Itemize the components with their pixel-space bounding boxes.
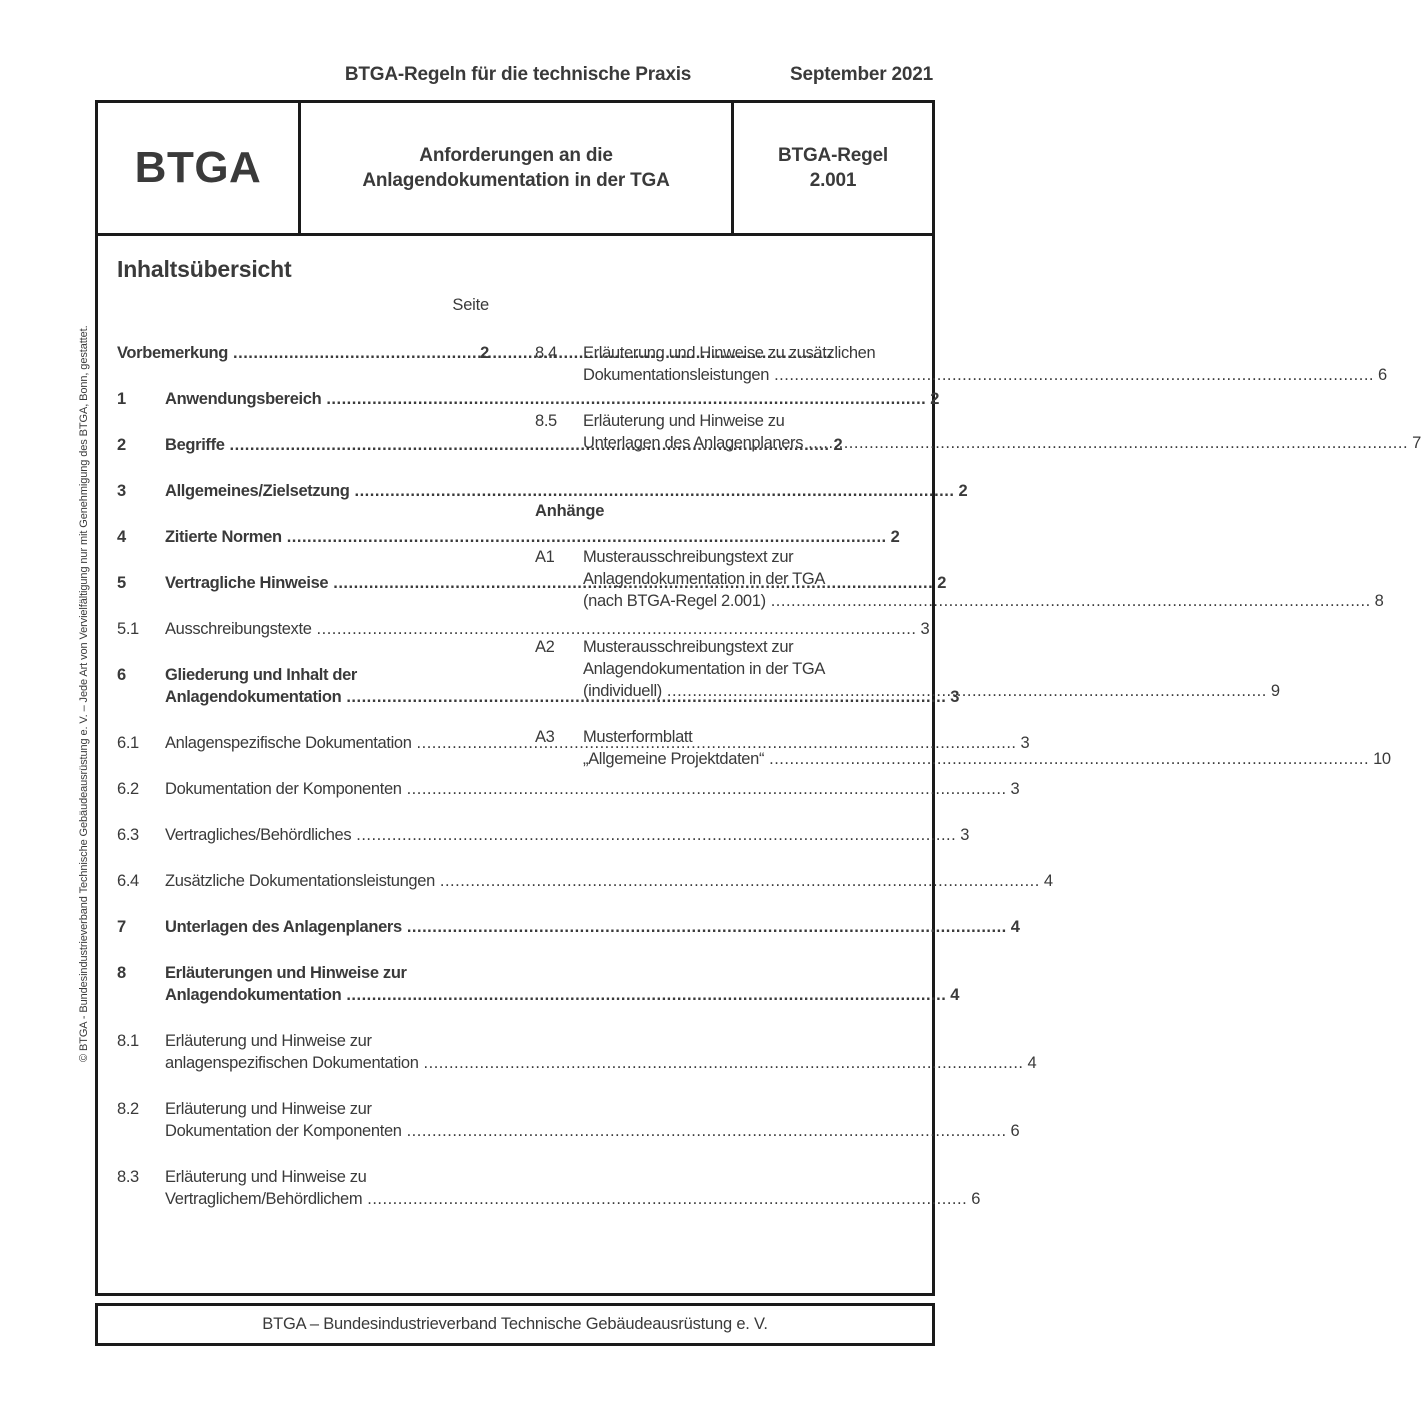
btga-logo: BTGA [134,143,262,192]
toc-entry [117,664,960,708]
document-title-line: Anlagendokumentation in der TGA [362,170,670,191]
toc-entry-number: 8.2 [117,1100,139,1118]
dot-leader [667,680,1267,702]
toc-entry-title: Vertragliches/Behördliches ..... 3 [165,824,969,846]
toc-entry [117,526,900,548]
toc-entry [117,1030,1037,1074]
toc-entry-number: 8.4 [535,344,557,362]
page-header-series-title: BTGA-Regeln für die technische Praxis [344,64,692,85]
dot-leader [769,748,1369,770]
toc-entry [535,636,1280,702]
toc-entry-title: Erläuterung und Hinweise zur Dokumentation der Komponenten ..... 6 [165,1098,1019,1142]
toc-page-number: 4 [950,986,960,1004]
toc-page-number: 2 [930,390,940,408]
toc-entry [117,342,489,364]
toc-page-number: 9 [1270,682,1280,700]
dot-leader [771,590,1371,612]
toc-entry-title: Anwendungsbereich ..... 2 [165,388,939,410]
toc-entry-title: Erläuterungen und Hinweise zur Anlagendokumentation ..... 4 [165,962,959,1006]
toc-entry-number: 6.4 [117,872,139,890]
toc-entry-number: 7 [117,918,126,936]
appendix-heading: Anhänge [535,502,605,520]
toc-heading: Inhaltsübersicht [117,256,292,282]
toc-entry-title: Anlagenspezifische Dokumentation ..... 3 [165,732,1029,754]
toc-entry [117,618,930,640]
toc-entry [535,410,1421,454]
toc-entry-title: Musterausschreibungstext zur Anlagendokumentation in der TGA (individuell) ..... 9 [583,636,1280,702]
toc-entry [117,388,940,410]
toc-entry-number: 5.1 [117,620,139,638]
toc-entry-title: Vertragliche Hinweise ..... 2 [165,572,946,594]
toc-entry [117,916,1020,938]
toc-entry [117,434,843,456]
toc-page-number: 2 [958,482,968,500]
toc-entry-title: Musterformblatt „Allgemeine Projektdaten“ ..... 10 [583,726,1391,770]
toc-page-number: 3 [950,688,960,706]
toc-entry-number: 3 [117,482,126,500]
rule-label: BTGA-Regel [778,145,888,166]
toc-entry-number: 6 [117,666,126,684]
toc-entry-number: 5 [117,574,126,592]
toc-page-number: 4 [1027,1054,1037,1072]
dot-leader [424,1052,1024,1074]
toc-page-number: 2 [480,344,489,362]
toc-entry-title: Erläuterung und Hinweise zu Vertraglichem/Behördlichem ..... 6 [165,1166,980,1210]
toc-entry-title: Zitierte Normen ..... 2 [165,526,899,548]
dot-leader [407,916,1007,938]
toc-entry-number: 8 [117,964,126,982]
toc-entry [117,870,1053,892]
toc-entry-title: Zusätzliche Dokumentationsleistungen ..... 4 [165,870,1053,892]
toc-entry-number: A2 [535,638,555,656]
dot-leader [346,984,946,1006]
toc-entry-title: Unterlagen des Anlagenplaners ..... 4 [165,916,1020,938]
toc-entry-number: A1 [535,548,555,566]
toc-entry-title: Gliederung und Inhalt der Anlagendokumentation ..... 3 [165,664,959,708]
toc-entry [117,480,968,502]
toc-entry-number: 8.1 [117,1032,139,1050]
toc-page-number: 6 [971,1190,981,1208]
title-block [95,100,935,236]
dot-leader [367,1188,967,1210]
toc-entry-number: 8.5 [535,412,557,430]
toc-entry-title: Musterausschreibungstext zur Anlagendokumentation in der TGA (nach BTGA-Regel 2.001) ..... 8 [583,546,1384,612]
toc-page-number: 3 [1020,734,1030,752]
toc-entry [117,1098,1020,1142]
footer-publisher-text: BTGA – Bundesindustrieverband Technische Gebäudeausrüstung e. V. [262,1315,768,1333]
footer-box [95,1303,935,1346]
toc-entry-number: 6.3 [117,826,139,844]
toc-entry-title: Erläuterung und Hinweise zu Unterlagen des Anlagenplaners ..... 7 [583,410,1421,454]
toc-entry [117,962,960,1006]
toc-page-number: 4 [1010,918,1020,936]
rule-number: 2.001 [809,170,857,191]
toc-entry-number: 1 [117,390,126,408]
toc-entry-number: 6.2 [117,780,139,798]
page-column-label: Seite [452,296,489,314]
toc-entry [117,778,1020,800]
toc-page-number: 3 [920,620,930,638]
toc-page-number: 3 [1010,780,1020,798]
toc-page-number: 2 [937,574,947,592]
toc-page-number: 7 [1412,434,1421,452]
dot-leader [774,364,1374,386]
dot-leader [808,432,1408,454]
toc-entry-number: 6.1 [117,734,139,752]
toc-entry-title: Begriffe ..... 2 [165,434,842,456]
toc-entry-number: 4 [117,528,126,546]
toc-entry [117,1166,981,1210]
page-header-issue-date: September 2021 [790,64,933,85]
toc-page-number: 8 [1374,592,1384,610]
toc-page-number: 4 [1043,872,1053,890]
logo-cell [98,103,301,233]
toc-entry [535,342,1387,386]
toc-entry-title: Allgemeines/Zielsetzung ..... 2 [165,480,967,502]
dot-leader [407,1120,1007,1142]
copyright-sidebar-text: © BTGA - Bundesindustrieverband Technische Gebäudeausrüstung e. V. – Jede Art von Vervielfältigung nur mit Genehmigung des BTGA, Bonn, gestattet. [78,325,90,1062]
toc-page-number: 3 [960,826,970,844]
toc-entry-number: A3 [535,728,555,746]
dot-leader [356,824,956,846]
toc-entry [117,572,947,594]
document-title-line: Anforderungen an die [419,145,613,166]
dot-leader [440,870,1040,892]
toc-page-number: 2 [833,436,843,454]
toc-entry-title: Dokumentation der Komponenten ..... 3 [165,778,1019,800]
toc-entry-title: Erläuterung und Hinweise zu zusätzlichen Dokumentationsleistungen ..... 6 [583,342,1387,386]
toc-page-number: 6 [1378,366,1387,384]
toc-page-number: 2 [890,528,900,546]
toc-entry-title: Ausschreibungstexte ..... 3 [165,618,929,640]
rule-number-cell [734,103,932,233]
toc-entry-number: 8.3 [117,1168,139,1186]
toc-entry-title: Vorbemerkung ..... 2 [117,342,489,364]
toc-page-number: 6 [1010,1122,1020,1140]
document-title-cell [301,103,734,233]
dot-leader [233,342,476,364]
toc-entry-title: Erläuterung und Hinweise zur anlagenspezifischen Dokumentation ..... 4 [165,1030,1036,1074]
toc-entry [117,824,970,846]
toc-entry-number: 2 [117,436,126,454]
toc-page-number: 10 [1373,750,1391,768]
